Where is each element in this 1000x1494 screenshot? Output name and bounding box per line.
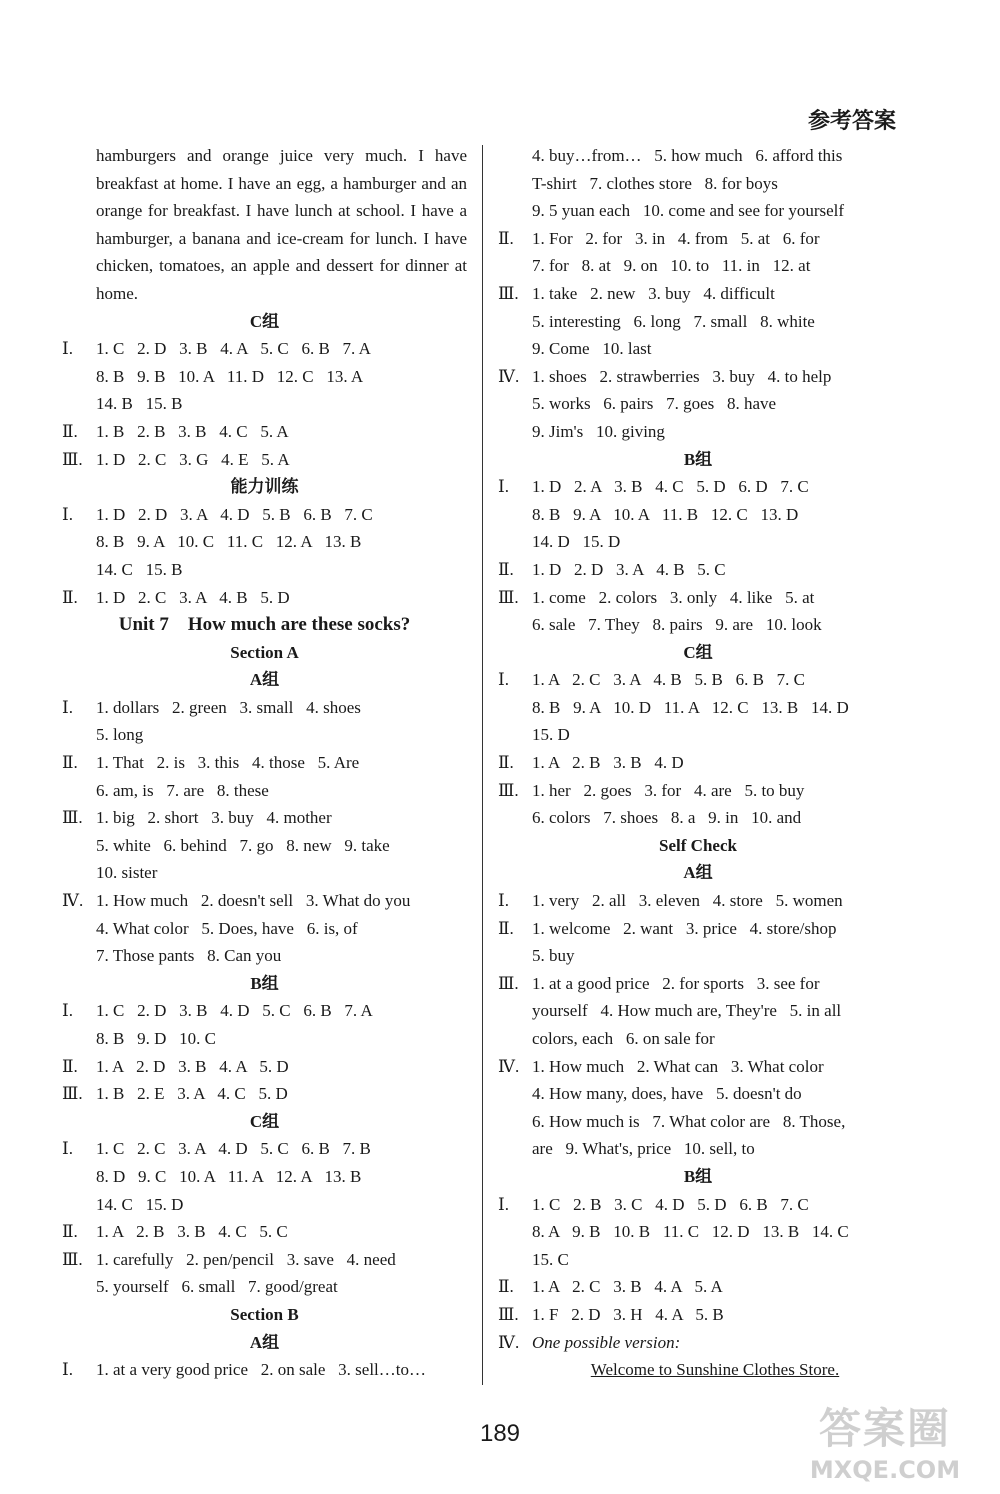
group-heading: A组 <box>249 1332 280 1352</box>
group-heading: Section B <box>230 1304 299 1324</box>
roman-numeral: Ⅱ. <box>62 1056 78 1076</box>
answer-row <box>62 694 467 722</box>
answer-line: 7. for 8. at 9. on 10. to 11. in 12. at <box>532 256 811 276</box>
roman-numeral: Ⅱ. <box>498 753 514 773</box>
group-heading: 能力训练 <box>230 477 299 497</box>
answer-line: colors, each 6. on sale for <box>532 1029 715 1048</box>
roman-numeral: Ⅲ. <box>62 1084 83 1104</box>
answer-text: 1. F 2. D 3. H 4. A 5. B <box>532 1304 724 1324</box>
roman-numeral: Ⅱ. <box>498 918 514 938</box>
roman-numeral: Ⅲ. <box>62 808 83 828</box>
answer-row <box>498 777 898 805</box>
answer-line: 5. interesting 6. long 7. small 8. white <box>532 311 815 331</box>
answer-line: 6. am, is 7. are 8. these <box>96 780 269 800</box>
answer-row <box>62 446 467 474</box>
roman-numeral: Ⅳ. <box>498 366 520 386</box>
unit-title: Unit 7 How much are these socks? <box>118 614 411 636</box>
answer-row <box>62 1135 467 1163</box>
paragraph: hamburgers and orange juice very much. I have breakfast at home. I have an egg, a hamburger and an orange for breakfast. I have lunch at school. I have a hamburger, a banana and ice-cream for lunch. I have chicken, tomatoes, an apple and dessert for dinner at home. <box>96 146 467 303</box>
left-column <box>62 142 467 1384</box>
answer-text: 1. take 2. new 3. buy 4. difficult <box>532 283 775 303</box>
group-heading: B组 <box>683 1166 713 1186</box>
roman-numeral: Ⅱ. <box>62 1222 78 1242</box>
roman-numeral: Ⅲ. <box>498 780 519 800</box>
answer-text: 1. A 2. B 3. B 4. D <box>532 753 684 773</box>
roman-numeral: Ⅲ. <box>62 1249 83 1269</box>
column-divider <box>482 145 483 1385</box>
answer-row <box>498 1329 898 1357</box>
roman-numeral: Ⅱ. <box>62 753 78 773</box>
answer-text: 1. B 2. B 3. B 4. C 5. A <box>96 421 289 441</box>
answer-text: One possible version: <box>532 1332 681 1352</box>
answer-line: 14. C 15. B <box>96 559 183 579</box>
roman-numeral: Ⅰ. <box>62 697 73 717</box>
roman-numeral: Ⅰ. <box>498 1194 509 1214</box>
roman-numeral: Ⅰ. <box>498 670 509 690</box>
answer-row <box>498 1191 898 1219</box>
roman-numeral: Ⅲ. <box>498 1304 519 1324</box>
answer-line: 8. B 9. D 10. C <box>96 1029 216 1048</box>
roman-numeral: Ⅲ. <box>498 973 519 993</box>
answer-text: 1. C 2. C 3. A 4. D 5. C 6. B 7. B <box>96 1139 371 1159</box>
group-heading: Section A <box>230 642 299 662</box>
answer-text: 1. at a good price 2. for sports 3. see for <box>532 973 820 993</box>
answer-text: 1. come 2. colors 3. only 4. like 5. at <box>532 587 815 607</box>
answer-line: 8. B 9. B 10. A 11. D 12. C 13. A <box>96 366 364 386</box>
answer-row <box>498 1053 898 1081</box>
answer-text: 1. D 2. D 3. A 4. D 5. B 6. B 7. C <box>96 504 373 524</box>
right-column <box>498 142 898 1384</box>
answer-row <box>498 363 898 391</box>
roman-numeral: Ⅳ. <box>498 1332 520 1352</box>
answer-text: 1. welcome 2. want 3. price 4. store/shop <box>532 918 837 938</box>
answer-row <box>498 584 898 612</box>
answer-line: are 9. What's, price 10. sell, to <box>532 1139 755 1159</box>
answer-row <box>498 225 898 253</box>
roman-numeral: Ⅲ. <box>62 449 83 469</box>
answer-text: 1. A 2. D 3. B 4. A 5. D <box>96 1056 289 1076</box>
answer-line: 14. D 15. D <box>532 532 621 552</box>
group-heading: C组 <box>249 311 280 331</box>
answer-row <box>498 556 898 584</box>
answer-line: 5. long <box>96 725 144 745</box>
group-heading: C组 <box>683 642 713 662</box>
answer-text: 1. How much 2. doesn't sell 3. What do you <box>96 891 411 911</box>
watermark-url: MXQE.COM <box>809 1456 961 1484</box>
answer-row <box>62 335 467 363</box>
group-heading: A组 <box>249 670 280 690</box>
answer-row <box>62 501 467 529</box>
roman-numeral: Ⅱ. <box>498 559 514 579</box>
answer-row <box>62 1053 467 1081</box>
answer-line: 6. How much is 7. What color are 8. Those, <box>532 1111 846 1131</box>
answer-text: 1. D 2. C 3. A 4. B 5. D <box>96 587 290 607</box>
roman-numeral: Ⅱ. <box>498 228 514 248</box>
answer-row <box>498 970 898 998</box>
answer-line: 7. Those pants 8. Can you <box>96 946 282 966</box>
roman-numeral: Ⅰ. <box>62 1360 73 1380</box>
answer-row <box>498 666 898 694</box>
answer-row <box>62 418 467 446</box>
answer-row <box>62 749 467 777</box>
answer-line: yourself 4. How much are, They're 5. in all <box>532 1001 842 1021</box>
answer-text: 1. How much 2. What can 3. What color <box>532 1056 824 1076</box>
answer-line: 9. Jim's 10. giving <box>532 421 665 441</box>
group-heading: B组 <box>683 449 713 469</box>
group-heading: B组 <box>250 973 279 993</box>
roman-numeral: Ⅳ. <box>498 1056 520 1076</box>
answer-text: 1. her 2. goes 3. for 4. are 5. to buy <box>532 780 805 800</box>
answer-line: 5. buy <box>532 946 575 966</box>
answer-line: 5. white 6. behind 7. go 8. new 9. take <box>96 835 390 855</box>
answer-row <box>498 1301 898 1329</box>
page-number: 189 <box>479 1420 521 1447</box>
answer-line: 5. works 6. pairs 7. goes 8. have <box>532 394 777 414</box>
answer-line: 8. D 9. C 10. A 11. A 12. A 13. B <box>96 1166 362 1186</box>
answer-row <box>62 1356 467 1384</box>
answer-row <box>62 1246 467 1274</box>
roman-numeral: Ⅱ. <box>62 421 78 441</box>
answer-line: 6. sale 7. They 8. pairs 9. are 10. look <box>532 615 822 635</box>
answer-line: 15. D <box>532 725 570 745</box>
roman-numeral: Ⅰ. <box>498 891 509 911</box>
answer-text: 1. That 2. is 3. this 4. those 5. Are <box>96 753 360 773</box>
answer-line: 4. buy…from… 5. how much 6. afford this <box>532 146 843 165</box>
answer-line: 4. How many, does, have 5. doesn't do <box>532 1084 802 1104</box>
answer-row <box>498 887 898 915</box>
answer-text: 1. B 2. E 3. A 4. C 5. D <box>96 1084 288 1104</box>
answer-line: 15. C <box>532 1249 569 1269</box>
answer-row <box>498 1273 898 1301</box>
answer-row <box>498 915 898 943</box>
answer-text: 1. A 2. B 3. B 4. C 5. C <box>96 1222 288 1242</box>
roman-numeral: Ⅰ. <box>62 1139 73 1159</box>
answer-text: 1. big 2. short 3. buy 4. mother <box>96 808 332 828</box>
answer-text: 1. D 2. C 3. G 4. E 5. A <box>96 449 290 469</box>
roman-numeral: Ⅲ. <box>498 283 519 303</box>
group-heading: C组 <box>249 1111 280 1131</box>
answer-line: 9. 5 yuan each 10. come and see for yourself <box>532 201 845 221</box>
answer-line: 14. C 15. D <box>96 1194 184 1214</box>
answer-text: 1. C 2. D 3. B 4. D 5. C 6. B 7. A <box>96 1001 373 1021</box>
answer-line: 4. What color 5. Does, have 6. is, of <box>96 918 358 938</box>
answer-text: 1. C 2. D 3. B 4. A 5. C 6. B 7. A <box>96 339 371 359</box>
answer-text: 1. D 2. D 3. A 4. B 5. C <box>532 559 726 579</box>
roman-numeral: Ⅰ. <box>498 477 509 497</box>
answer-row <box>62 887 467 915</box>
answer-line: 8. B 9. A 10. A 11. B 12. C 13. D <box>532 504 799 524</box>
answer-row <box>62 1218 467 1246</box>
group-heading: Self Check <box>659 835 737 855</box>
roman-numeral: Ⅱ. <box>498 1277 514 1297</box>
answer-text: 1. shoes 2. strawberries 3. buy 4. to help <box>532 366 832 386</box>
roman-numeral: Ⅲ. <box>498 587 519 607</box>
answer-text: 1. A 2. C 3. B 4. A 5. A <box>532 1277 723 1297</box>
answer-row <box>498 473 898 501</box>
essay-title: Welcome to Sunshine Clothes Store. <box>590 1360 840 1380</box>
group-heading: A组 <box>683 863 713 883</box>
answer-line: 14. B 15. B <box>96 394 183 414</box>
answer-row <box>62 1080 467 1108</box>
answer-row <box>62 584 467 612</box>
answer-text: 1. dollars 2. green 3. small 4. shoes <box>96 697 361 717</box>
watermark-logo <box>790 1396 980 1486</box>
answer-text: 1. carefully 2. pen/pencil 3. save 4. need <box>96 1249 396 1269</box>
answer-text: 1. D 2. A 3. B 4. C 5. D 6. D 7. C <box>532 477 809 497</box>
roman-numeral: Ⅳ. <box>62 891 84 911</box>
answer-row <box>498 280 898 308</box>
answer-line: 10. sister <box>96 863 158 883</box>
answer-row <box>62 804 467 832</box>
answer-line: 6. colors 7. shoes 8. a 9. in 10. and <box>532 808 802 828</box>
answer-line: 8. B 9. A 10. D 11. A 12. C 13. B 14. D <box>532 697 849 717</box>
watermark-text: 答案圈 <box>818 1404 951 1453</box>
answer-row <box>498 749 898 777</box>
answer-line: 8. B 9. A 10. C 11. C 12. A 13. B <box>96 532 362 552</box>
answer-line: T-shirt 7. clothes store 8. for boys <box>532 173 778 193</box>
answer-row <box>62 997 467 1025</box>
roman-numeral: Ⅰ. <box>62 504 73 524</box>
answer-text: 1. very 2. all 3. eleven 4. store 5. women <box>532 891 843 911</box>
roman-numeral: Ⅱ. <box>62 587 78 607</box>
answer-text: 1. at a very good price 2. on sale 3. sell…to… <box>96 1360 427 1380</box>
answer-text: 1. For 2. for 3. in 4. from 5. at 6. for <box>532 228 820 248</box>
roman-numeral: Ⅰ. <box>62 339 73 359</box>
answer-line: 8. A 9. B 10. B 11. C 12. D 13. B 14. C <box>532 1222 849 1242</box>
answer-text: 1. C 2. B 3. C 4. D 5. D 6. B 7. C <box>532 1194 809 1214</box>
answer-text: 1. A 2. C 3. A 4. B 5. B 6. B 7. C <box>532 670 805 690</box>
answer-line: 5. yourself 6. small 7. good/great <box>96 1277 338 1297</box>
roman-numeral: Ⅰ. <box>62 1001 73 1021</box>
page-header: 参考答案 <box>807 109 896 134</box>
answer-line: 9. Come 10. last <box>532 339 652 359</box>
